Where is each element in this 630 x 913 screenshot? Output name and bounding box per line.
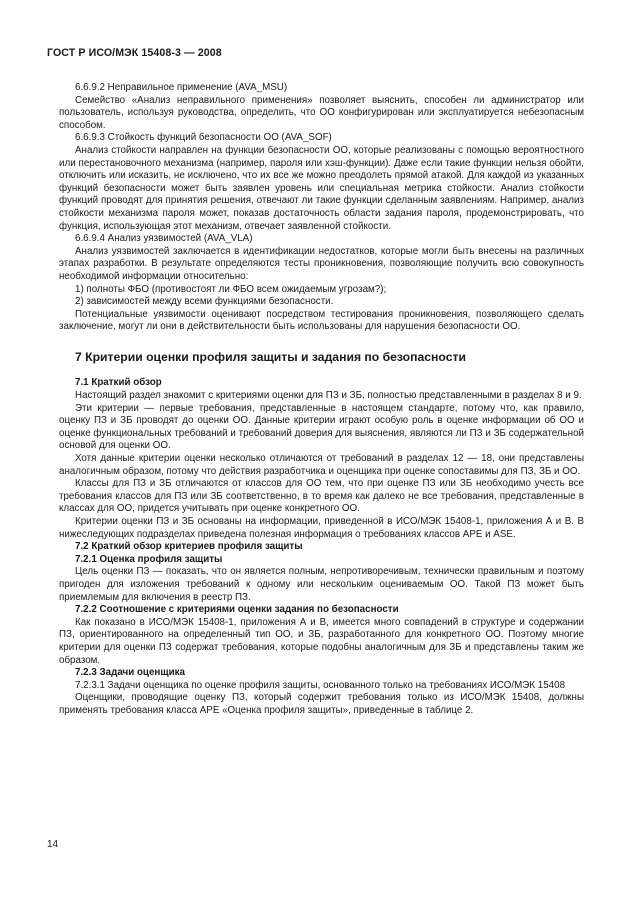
- document-body: [59, 82, 584, 718]
- heading-7-2-3: 7.2.3 Задачи оценщика: [75, 667, 185, 679]
- paragraph: Эти критерии — первые требования, представленные в настоящем стандарте, потому что, как правило, оценку ПЗ и ЗБ проводят до оценки ОО. Данные критерии играют особую роль в оценке информации об ОО и оценке функциональных требований и требований доверия для выяснения, являются ли ПЗ и ЗБ содержательной основой для оценки ОО.: [59, 402, 584, 452]
- heading-7-2-1: 7.2.1 Оценка профиля защиты: [75, 553, 223, 565]
- heading-6-6-9-2: 6.6.9.2 Неправильное применение (AVA_MSU): [75, 82, 288, 93]
- heading-6-6-9-4: 6.6.9.4 Анализ уязвимостей (AVA_VLA): [75, 233, 253, 245]
- section-7-title: 7 Критерии оценки профиля защиты и задания по безопасности: [75, 349, 466, 364]
- paragraph: Семейство «Анализ неправильного применения» позволяет выяснить, способен ли администратор или пользователь, используя руководства, определить, что ОО конфигурирован или эксплуатируется небезопасным способом.: [59, 94, 584, 131]
- paragraph: Потенциальные уязвимости оценивают посредством тестирования проникновения, позволяющего сделать заключение, могут ли они в действительности быть использованы для нарушения безопасности ОО.: [59, 308, 584, 333]
- paragraph: Критерии оценки ПЗ и ЗБ основаны на информации, приведенной в ИСО/МЭК 15408-1, приложения А и В. В нижеследующих подразделах приведена полезная информация о требованиях классов APE и ASE.: [59, 516, 584, 540]
- heading-7-2-2: 7.2.2 Соотношение с критериями оценки задания по безопасности: [75, 604, 399, 616]
- document-header: ГОСТ Р ИСО/МЭК 15408-3 — 2008: [47, 47, 222, 59]
- paragraph: Цель оценки ПЗ — показать, что он является полным, непротиворечивым, технически правильным и поэтому пригоден для изложения требований к одному или нескольким оцениваемым ОО. Такой ПЗ может быть приемлемым для включения в реестр ПЗ.: [59, 566, 584, 603]
- paragraph: Классы для ПЗ и ЗБ отличаются от классов для ОО тем, что при оценке ПЗ или ЗБ необходимо учесть все требования классов для ПЗ или ЗБ соответственно, в то время как далеко не все требования, представленные в классах для ОО, придется учитывать при оценке конкретного ОО.: [59, 478, 584, 515]
- paragraph: Анализ уязвимостей заключается в идентификации недостатков, которые могли быть внесены на различных этапах разработки. В результате определяются тесты проникновения, позволяющие получить всю совокупность необходимой информации относительно:: [59, 245, 584, 282]
- paragraph: Хотя данные критерии оценки несколько отличаются от требований в разделах 12 — 18, они представлены аналогичным образом, потому что действия разработчика и оценщика при оценке сопоставимы для ПЗ, ЗБ и ОО.: [59, 453, 584, 477]
- heading-6-6-9-3: 6.6.9.3 Стойкость функций безопасности ОО (AVA_SOF): [75, 132, 332, 144]
- heading-7-2-3-1: 7.2.3.1 Задачи оценщика по оценке профиля защиты, основанного только на требованиях ИСО/МЭК 15408: [75, 679, 566, 691]
- paragraph: Оценщики, проводящие оценку ПЗ, который содержит требования только из ИСО/МЭК 15408, должны применять требования класса APE «Оценка профиля защиты», приведенные в таблице 2.: [59, 692, 584, 716]
- list-item: 2) зависимостей между всеми функциями безопасности.: [75, 296, 334, 308]
- paragraph: Анализ стойкости направлен на функции безопасности ОО, которые реализованы с помощью вероятностного или перестановочного механизма (например, пароля или хэш-функции). Даже если такие функции нельзя обойти, отключить или исказить, не исключено, что их все же можно преодолеть прямой атакой. Для каждой из указанных функций безопасности может быть заявлен уровень или специальная метрика стойкости. Анализ стойкости функций проводят для принятия решения, отвечают ли такие функции сделанным заявлениям. Например, анализ стойкости механизма пароля может, показав достаточность области задания пароля, продемонстрировать, что функция, использующая этот механизм, отвечает заявленной стойкости.: [59, 144, 584, 232]
- list-item: 1) полноты ФБО (противостоят ли ФБО всем ожидаемым угрозам?);: [75, 283, 387, 295]
- paragraph: Как показано в ИСО/МЭК 15408-1, приложения А и В, имеется много совпадений в структуре и содержании ПЗ, ориентированного на определенный тип ОО, и ЗБ, разработанного для конкретного ОО. Поэтому многие критерии для оценки ПЗ содержат требования, которые подобны аналогичным для ЗБ и представлены таким же образом.: [59, 616, 584, 666]
- page-number: 14: [47, 839, 59, 850]
- heading-7-2: 7.2 Краткий обзор критериев профиля защиты: [75, 541, 303, 553]
- heading-7-1: 7.1 Краткий обзор: [75, 377, 162, 389]
- paragraph: Настоящий раздел знакомит с критериями оценки для ПЗ и ЗБ, полностью представленными в разделах 8 и 9.: [75, 390, 582, 402]
